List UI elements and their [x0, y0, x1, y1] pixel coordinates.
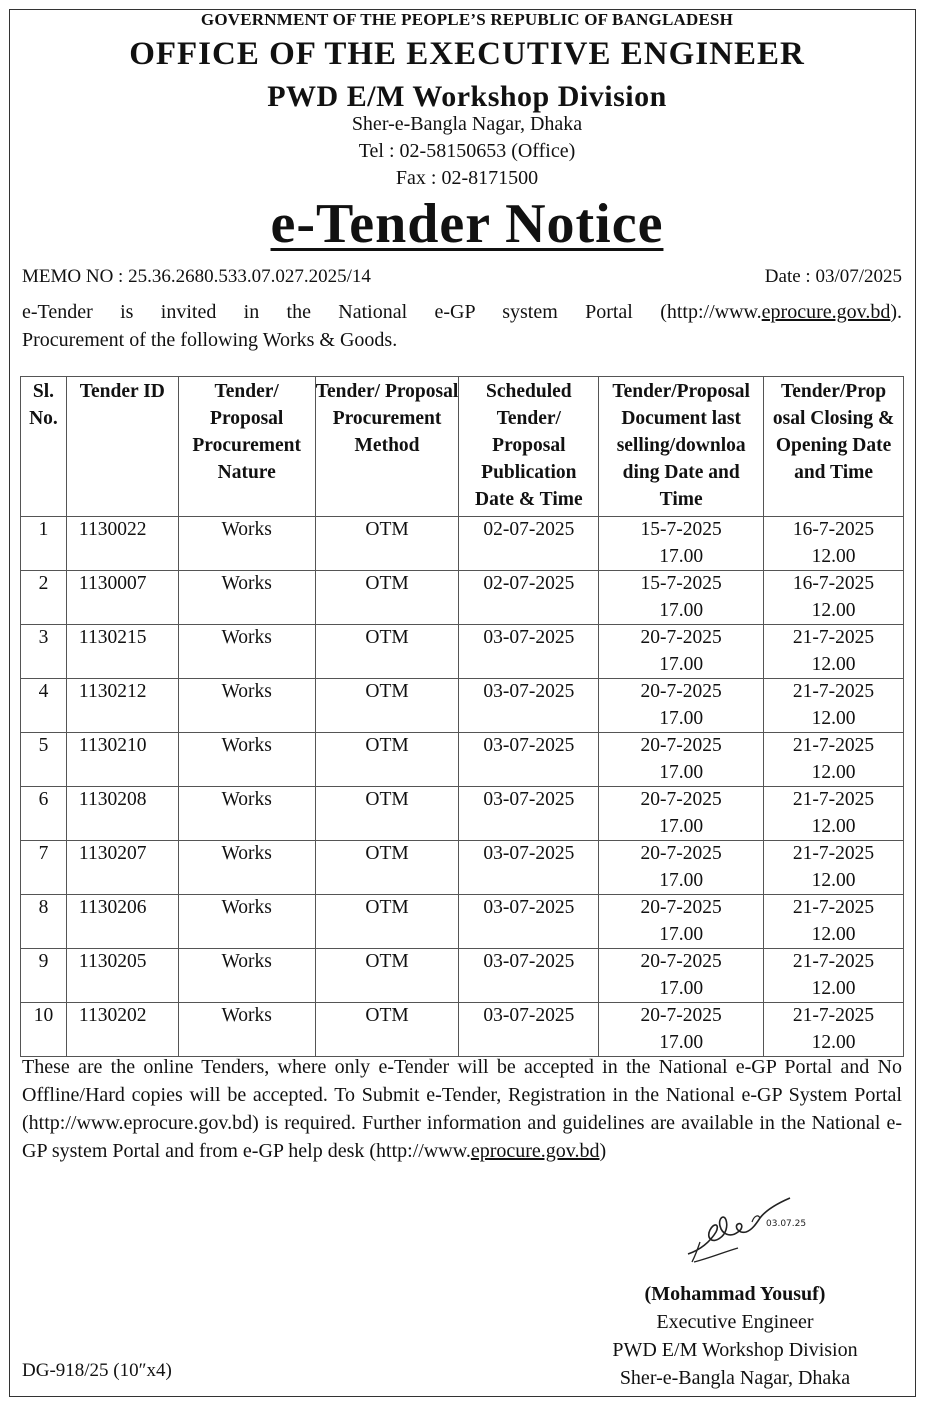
footer-suffix: ): [599, 1140, 607, 1162]
signatory-location: Sher-e-Bangla Nagar, Dhaka: [619, 1367, 851, 1389]
office-telephone: Tel : 02-58150653 (Office): [358, 140, 576, 162]
cell-tender-id-id: 1130205: [78, 951, 147, 972]
cell-last-selling-date-last-time: 17.00: [659, 545, 704, 567]
cell-publication-date: [459, 1003, 599, 1057]
cell-sl-no-sl: 1: [38, 519, 49, 540]
cell-tender-id: [66, 1003, 178, 1057]
cell-last-selling-date: [599, 679, 764, 733]
office-fax: Fax : 02-8171500: [395, 167, 539, 189]
cell-procurement-nature-nature: Works: [221, 789, 272, 810]
cell-last-selling-date: [599, 841, 764, 895]
header-sl-no: Sl. No.: [21, 377, 67, 517]
cell-closing-opening-date-close-date: 21-7-2025: [792, 843, 875, 864]
cell-publication-date: [459, 679, 599, 733]
cell-closing-opening-date: [764, 625, 904, 679]
cell-tender-id-id: 1130202: [78, 1005, 147, 1026]
reference-number: DG-918/25 (10″x4): [22, 1360, 172, 1381]
cell-publication-date-publication: 03-07-2025: [483, 627, 575, 648]
intro-prefix: e-Tender is invited in the National e-GP system Portal (http://www.: [22, 301, 762, 323]
cell-sl-no-sl: 8: [38, 897, 49, 918]
cell-publication-date-publication: 03-07-2025: [483, 843, 575, 864]
cell-procurement-nature-nature: Works: [221, 519, 272, 540]
cell-procurement-method: [315, 733, 459, 787]
cell-tender-id: [66, 841, 178, 895]
header-procurement-nature: Tender/ Proposal Procurement Nature: [178, 377, 315, 517]
footer-instructions: [22, 1053, 902, 1165]
cell-last-selling-date-last-time: 17.00: [659, 707, 704, 729]
cell-last-selling-date: [599, 787, 764, 841]
header-publication-date: Scheduled Tender/ Proposal Publication Date & Time: [459, 377, 599, 517]
table-row: [21, 895, 904, 949]
footer-text: These are the online Tenders, where only e-Tender will be accepted in the National e-GP Portal and No Offline/Hard copies will be accepted. To Submit e-Tender, Registration in the National e-GP System Portal (http://www.eprocure.gov.bd) is required. Further information and guidelines are available in the National e-GP system Portal and from e-GP help desk (http://www.: [22, 1056, 902, 1162]
table-row: [21, 841, 904, 895]
cell-last-selling-date-last-date: 20-7-2025: [640, 843, 722, 864]
cell-sl-no: [21, 841, 67, 895]
cell-publication-date-publication: 02-07-2025: [483, 573, 575, 594]
cell-closing-opening-date-close-date: 16-7-2025: [792, 573, 875, 594]
cell-last-selling-date-last-date: 20-7-2025: [640, 627, 722, 648]
cell-tender-id: [66, 571, 178, 625]
cell-publication-date-publication: 02-07-2025: [483, 519, 575, 540]
cell-closing-opening-date: [764, 787, 904, 841]
cell-last-selling-date-last-date: 20-7-2025: [640, 789, 722, 810]
office-address: Sher-e-Bangla Nagar, Dhaka: [351, 113, 583, 135]
cell-closing-opening-date-close-date: 21-7-2025: [792, 897, 875, 918]
header-procurement-method: Tender/ Proposal Procurement Method: [315, 377, 459, 517]
cell-closing-opening-date-close-date: 21-7-2025: [792, 735, 875, 756]
cell-last-selling-date: [599, 1003, 764, 1057]
cell-procurement-method: [315, 517, 459, 571]
cell-procurement-nature: [178, 679, 315, 733]
cell-closing-opening-date-close-date: 21-7-2025: [792, 951, 875, 972]
cell-publication-date: [459, 517, 599, 571]
office-heading: OFFICE OF THE EXECUTIVE ENGINEER: [129, 36, 805, 72]
cell-procurement-method: [315, 895, 459, 949]
cell-procurement-method: [315, 679, 459, 733]
cell-last-selling-date-last-date: 20-7-2025: [640, 681, 722, 702]
cell-last-selling-date-last-time: 17.00: [659, 653, 704, 675]
cell-procurement-nature: [178, 625, 315, 679]
cell-procurement-method-method: OTM: [365, 681, 409, 702]
cell-closing-opening-date-close-date: 21-7-2025: [792, 789, 875, 810]
cell-procurement-method: [315, 841, 459, 895]
signatory-designation: Executive Engineer: [656, 1311, 814, 1333]
notice-title-text: e-Tender Notice: [270, 193, 664, 255]
cell-closing-opening-date-close-time: 12.00: [811, 1031, 856, 1053]
cell-last-selling-date: [599, 733, 764, 787]
tender-table: [20, 376, 904, 1057]
cell-publication-date: [459, 571, 599, 625]
cell-tender-id-id: 1130207: [78, 843, 147, 864]
cell-closing-opening-date-close-time: 12.00: [811, 923, 856, 945]
cell-closing-opening-date-close-date: 21-7-2025: [792, 1005, 875, 1026]
cell-sl-no: [21, 895, 67, 949]
cell-publication-date-publication: 03-07-2025: [483, 681, 575, 702]
cell-last-selling-date-last-date: 20-7-2025: [640, 897, 722, 918]
cell-publication-date: [459, 895, 599, 949]
cell-sl-no-sl: 4: [38, 681, 49, 702]
cell-last-selling-date-last-time: 17.00: [659, 977, 704, 999]
cell-last-selling-date-last-time: 17.00: [659, 599, 704, 621]
table-row: [21, 571, 904, 625]
cell-procurement-method: [315, 571, 459, 625]
cell-closing-opening-date-close-date: 21-7-2025: [792, 627, 875, 648]
cell-procurement-nature-nature: Works: [221, 897, 272, 918]
table-row: [21, 517, 904, 571]
cell-procurement-nature: [178, 841, 315, 895]
footer-eprocure-link[interactable]: eprocure.gov.bd: [470, 1140, 600, 1162]
cell-procurement-method-method: OTM: [365, 951, 409, 972]
cell-procurement-method-method: OTM: [365, 735, 409, 756]
cell-closing-opening-date: [764, 895, 904, 949]
cell-procurement-nature-nature: Works: [221, 951, 272, 972]
cell-closing-opening-date: [764, 679, 904, 733]
cell-procurement-method-method: OTM: [365, 789, 409, 810]
cell-closing-opening-date-close-date: 21-7-2025: [792, 681, 875, 702]
cell-procurement-method: [315, 1003, 459, 1057]
cell-procurement-nature-nature: Works: [221, 735, 272, 756]
notice-title: [0, 192, 934, 256]
eprocure-link[interactable]: eprocure.gov.bd: [761, 301, 891, 323]
cell-tender-id-id: 1130215: [78, 627, 147, 648]
signatory-block: [570, 1280, 900, 1392]
cell-procurement-method: [315, 625, 459, 679]
cell-procurement-nature-nature: Works: [221, 681, 272, 702]
division-heading: PWD E/M Workshop Division: [267, 80, 667, 113]
table-row: [21, 625, 904, 679]
signatory-name: (Mohammad Yousuf): [644, 1283, 826, 1305]
table-header-row: [21, 377, 904, 517]
cell-last-selling-date-last-time: 17.00: [659, 869, 704, 891]
cell-procurement-nature: [178, 949, 315, 1003]
cell-closing-opening-date-close-time: 12.00: [811, 761, 856, 783]
cell-last-selling-date-last-date: 15-7-2025: [640, 519, 722, 540]
cell-procurement-nature-nature: Works: [221, 1005, 272, 1026]
cell-closing-opening-date-close-time: 12.00: [811, 815, 856, 837]
cell-publication-date: [459, 625, 599, 679]
cell-sl-no: [21, 787, 67, 841]
cell-procurement-nature: [178, 733, 315, 787]
cell-procurement-nature: [178, 1003, 315, 1057]
cell-procurement-method-method: OTM: [365, 1005, 409, 1026]
header-tender-id: Tender ID: [66, 377, 178, 517]
cell-last-selling-date-last-time: 17.00: [659, 761, 704, 783]
cell-procurement-method-method: OTM: [365, 843, 409, 864]
cell-closing-opening-date: [764, 571, 904, 625]
table-row: [21, 1003, 904, 1057]
signature-date: 03.07.25: [766, 1219, 807, 1229]
cell-tender-id-id: 1130206: [78, 897, 147, 918]
cell-sl-no: [21, 517, 67, 571]
cell-tender-id: [66, 787, 178, 841]
cell-procurement-nature-nature: Works: [221, 843, 272, 864]
government-heading: GOVERNMENT OF THE PEOPLE’S REPUBLIC OF BANGLADESH: [200, 10, 734, 29]
cell-last-selling-date: [599, 625, 764, 679]
cell-procurement-method-method: OTM: [365, 573, 409, 594]
cell-sl-no: [21, 949, 67, 1003]
cell-last-selling-date: [599, 571, 764, 625]
cell-closing-opening-date: [764, 733, 904, 787]
cell-publication-date-publication: 03-07-2025: [483, 735, 575, 756]
cell-procurement-nature: [178, 895, 315, 949]
cell-closing-opening-date: [764, 517, 904, 571]
cell-last-selling-date: [599, 949, 764, 1003]
cell-last-selling-date-last-date: 20-7-2025: [640, 951, 722, 972]
cell-publication-date: [459, 733, 599, 787]
cell-publication-date: [459, 949, 599, 1003]
intro-suffix: ).: [890, 301, 902, 323]
table-row: [21, 787, 904, 841]
cell-closing-opening-date-close-time: 12.00: [811, 545, 856, 567]
cell-closing-opening-date: [764, 841, 904, 895]
cell-publication-date-publication: 03-07-2025: [483, 789, 575, 810]
cell-sl-no-sl: 9: [38, 951, 49, 972]
cell-tender-id-id: 1130210: [78, 735, 147, 756]
cell-tender-id: [66, 733, 178, 787]
table-row: [21, 733, 904, 787]
cell-tender-id-id: 1130212: [78, 681, 147, 702]
cell-procurement-method-method: OTM: [365, 627, 409, 648]
cell-closing-opening-date-close-time: 12.00: [811, 869, 856, 891]
cell-last-selling-date-last-date: 15-7-2025: [640, 573, 722, 594]
cell-closing-opening-date-close-time: 12.00: [811, 653, 856, 675]
cell-sl-no: [21, 733, 67, 787]
cell-last-selling-date-last-time: 17.00: [659, 923, 704, 945]
cell-publication-date-publication: 03-07-2025: [483, 1005, 575, 1026]
intro-line-1: [22, 298, 902, 326]
cell-tender-id-id: 1130007: [78, 573, 147, 594]
table-row: [21, 679, 904, 733]
cell-tender-id-id: 1130208: [78, 789, 147, 810]
cell-sl-no: [21, 571, 67, 625]
cell-procurement-nature: [178, 571, 315, 625]
cell-closing-opening-date: [764, 1003, 904, 1057]
cell-tender-id: [66, 625, 178, 679]
header-closing-opening-date: Tender/Prop osal Closing & Opening Date and Time: [764, 377, 904, 517]
cell-sl-no-sl: 7: [38, 843, 49, 864]
cell-tender-id: [66, 895, 178, 949]
cell-tender-id: [66, 517, 178, 571]
cell-sl-no: [21, 679, 67, 733]
cell-procurement-method: [315, 787, 459, 841]
cell-closing-opening-date-close-date: 16-7-2025: [792, 519, 875, 540]
cell-tender-id: [66, 949, 178, 1003]
cell-last-selling-date: [599, 895, 764, 949]
table-row: [21, 949, 904, 1003]
cell-sl-no-sl: 3: [38, 627, 49, 648]
cell-last-selling-date-last-date: 20-7-2025: [640, 1005, 722, 1026]
cell-procurement-nature: [178, 787, 315, 841]
notice-date: Date : 03/07/2025: [764, 266, 902, 287]
cell-sl-no-sl: 10: [33, 1005, 54, 1026]
cell-sl-no-sl: 2: [38, 573, 49, 594]
cell-procurement-nature-nature: Works: [221, 573, 272, 594]
cell-procurement-method-method: OTM: [365, 897, 409, 918]
cell-sl-no-sl: 5: [38, 735, 49, 756]
cell-publication-date-publication: 03-07-2025: [483, 897, 575, 918]
cell-last-selling-date: [599, 517, 764, 571]
cell-publication-date-publication: 03-07-2025: [483, 951, 575, 972]
handwritten-signature: [680, 1192, 810, 1272]
cell-publication-date: [459, 841, 599, 895]
cell-tender-id: [66, 679, 178, 733]
cell-closing-opening-date: [764, 949, 904, 1003]
signatory-division: PWD E/M Workshop Division: [612, 1339, 858, 1361]
cell-publication-date: [459, 787, 599, 841]
cell-sl-no-sl: 6: [38, 789, 49, 810]
cell-procurement-nature-nature: Works: [221, 627, 272, 648]
cell-last-selling-date-last-time: 17.00: [659, 815, 704, 837]
cell-tender-id-id: 1130022: [78, 519, 147, 540]
cell-procurement-method: [315, 949, 459, 1003]
cell-last-selling-date-last-date: 20-7-2025: [640, 735, 722, 756]
header-last-selling-date: Tender/Proposal Document last selling/downloa ding Date and Time: [599, 377, 764, 517]
cell-sl-no: [21, 1003, 67, 1057]
cell-last-selling-date-last-time: 17.00: [659, 1031, 704, 1053]
cell-sl-no: [21, 625, 67, 679]
cell-closing-opening-date-close-time: 12.00: [811, 707, 856, 729]
memo-number: MEMO NO : 25.36.2680.533.07.027.2025/14: [22, 266, 371, 287]
cell-closing-opening-date-close-time: 12.00: [811, 599, 856, 621]
intro-line-2: Procurement of the following Works & Goods.: [22, 329, 398, 351]
cell-closing-opening-date-close-time: 12.00: [811, 977, 856, 999]
cell-procurement-method-method: OTM: [365, 519, 409, 540]
cell-procurement-nature: [178, 517, 315, 571]
